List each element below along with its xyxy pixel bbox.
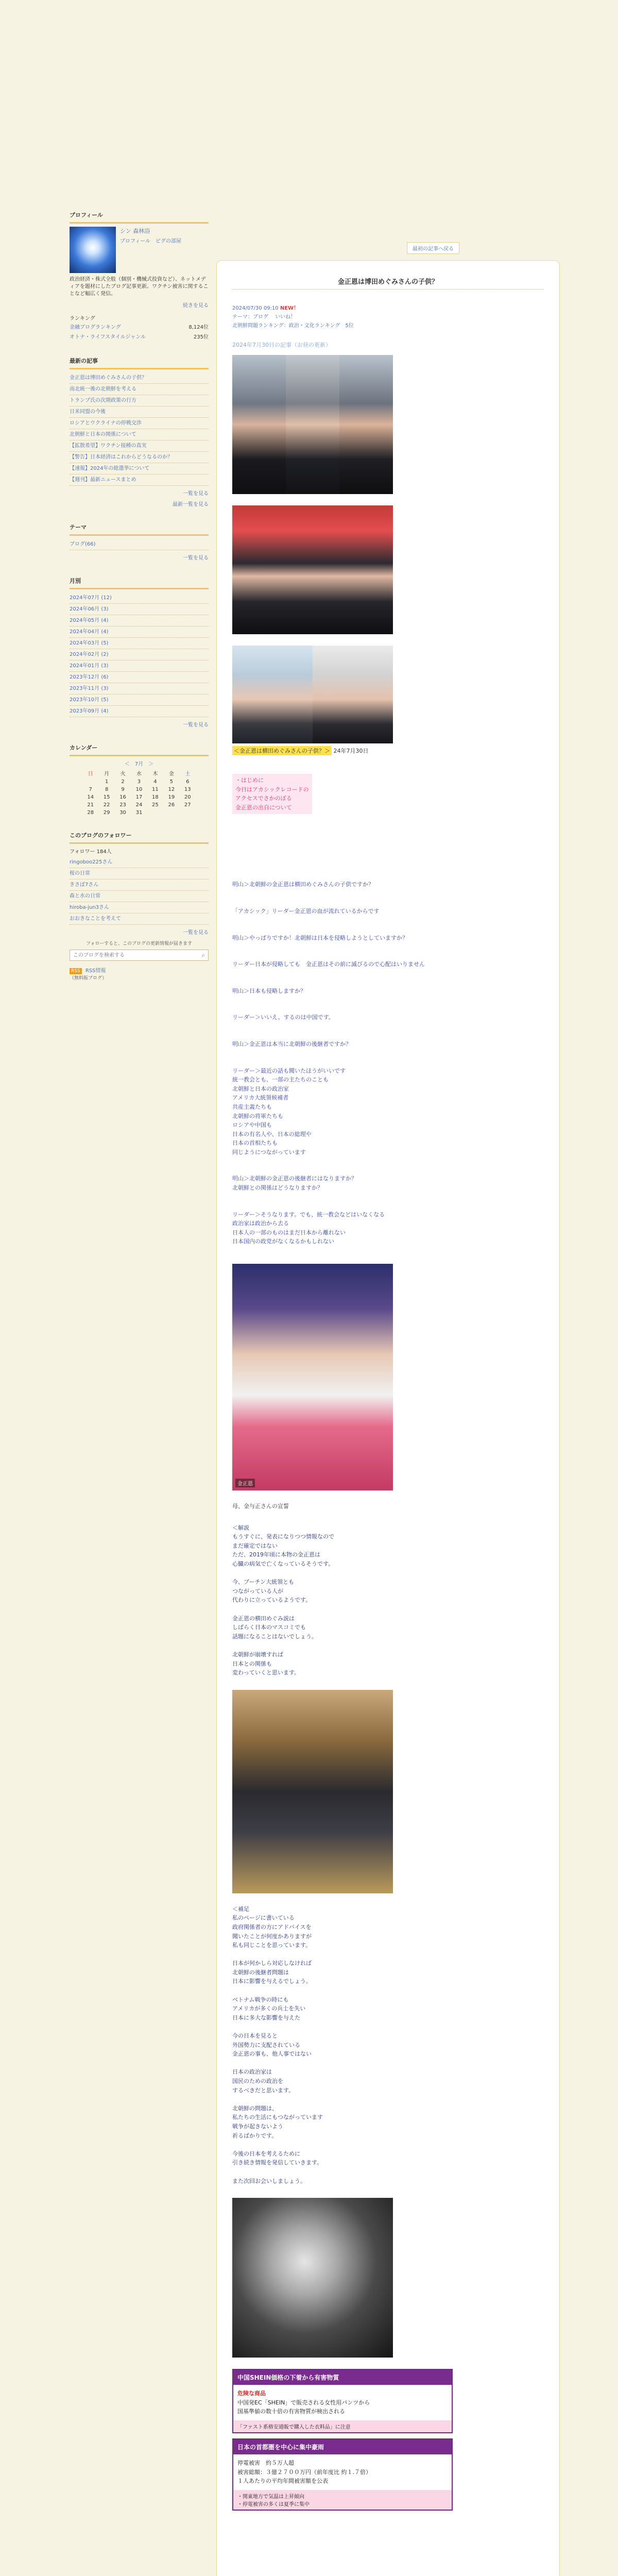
archive-link[interactable]: 2024年05月 (4) [70, 615, 209, 626]
main-post [216, 260, 560, 2576]
first-post-link[interactable]: 最初の記事へ戻る [407, 242, 459, 254]
dialogue-line: 明山＞やっぱりですか！北朝鮮は日本を侵略しようとしていますか？ [232, 934, 408, 941]
news-image-2-text: 停電被害 約５万人超 被害総額：３億２７００万円（前年度比 約１.７倍） １人あたりの平均年間被害額を公表 [237, 2459, 371, 2485]
theme-box [70, 521, 209, 561]
recent-post-link[interactable]: 【速報】2024年の総選挙について [70, 463, 209, 474]
theme-title: テーマ [70, 521, 209, 536]
calendar-day[interactable]: 11 [152, 787, 159, 792]
news-image-2[interactable] [232, 2438, 453, 2511]
follower-link[interactable]: きさぼ7さん [70, 879, 209, 891]
recent-post-link[interactable]: 【警告】日本経済はこれからどうなるのか？ [70, 452, 209, 463]
calendar-day[interactable]: 1 [105, 779, 109, 785]
caption-label: ＜金正恩は横田めぐみさんの子供？＞ [232, 746, 332, 755]
profile-name[interactable]: シン 森林浴 [120, 228, 150, 234]
theme-link[interactable]: ブログ(66) [70, 539, 209, 550]
recent-more-link-2[interactable]: 最新一覧を見る [173, 502, 209, 507]
intro-box [232, 774, 312, 814]
profile-title: プロフィール [70, 209, 209, 224]
intro-text: ・はじめに 今日はアカシックレコードの アクセスでさかのぼる 金正恩の出自について [235, 777, 309, 811]
follower-link[interactable]: おおきなことを考えて [70, 913, 209, 925]
archive-link[interactable]: 2024年02月 (2) [70, 649, 209, 660]
profile-bio-more[interactable]: 続きを見る [183, 303, 209, 309]
archive-box [70, 574, 209, 728]
ranking-label[interactable]: オトナ・ライフスタイルジャンル [70, 334, 146, 340]
ranking-row[interactable] [70, 321, 209, 331]
dialogue-line: 明山＞金正恩は本当に北朝鮮の後継者ですか？ [232, 1040, 351, 1047]
ranking-value: 235位 [193, 334, 209, 340]
archive-link[interactable]: 2023年09月 (4) [70, 706, 209, 717]
calendar-day[interactable]: 17 [135, 794, 143, 800]
calendar-title: カレンダー [70, 741, 209, 756]
blog-search [70, 950, 209, 961]
dialogue-line: リーダー＞そうなります。でも、統一教会などはいなくなる 政治家は政治から去る 日本人の一部のものはまだ日本から離れない 日本国内の政党がなくなるかもしれない [232, 1211, 385, 1245]
post-title[interactable]: 金正恩は博田めぐみさんの子供？ [232, 273, 544, 290]
followers-title: このブログのフォロワー [70, 829, 209, 844]
calendar-day[interactable]: 28 [87, 810, 94, 816]
dialogue-line: リーダー＞いいえ。するのは中国です。 [232, 1014, 334, 1021]
calendar-day[interactable]: 16 [119, 794, 126, 800]
dialogue-line: リーダー日本が侵略しても 金正恩はその前に滅びるので心配はいりません [232, 961, 425, 968]
calendar-box [70, 741, 209, 816]
calendar-day[interactable]: 14 [87, 794, 94, 800]
section-supplement: ＜補足 私のページに書いている 政府関係者の方にアドバイスを 聞いたことが何度かありますが 私も同じことを思っています。 日本が何かしら対応しなければ 北朝鮮の後継者問題は 日本に影響を与えるでしょう。 ベトナム戦争の時にも アメリカが多くの兵士を失い 日本に多大な影響を与えた 今の日本を見ると 外国勢力に支配されている 金正恩の事も、他人事ではない 日本の政治家は 国民のための政治を するべきだと思います。 北朝鮮の問題は、 私たちの生活にもつながっています 戦争が起きないよう 祈るばかりです。 今後の日本を考えるために 引き続き情報を発信していきます。 また次回お会いしましょう。 [232, 1905, 323, 2184]
archive-link[interactable]: 2023年12月 (6) [70, 672, 209, 683]
calendar-day[interactable]: 25 [152, 802, 159, 808]
calendar-day[interactable]: 8 [105, 787, 109, 792]
avatar[interactable] [70, 227, 116, 273]
recent-post-link[interactable]: 【拡散希望】ワクチン接種の真実 [70, 440, 209, 452]
calendar-day[interactable]: 2 [121, 779, 125, 785]
photo-two-girls [232, 646, 393, 743]
calendar-day[interactable]: 24 [135, 802, 143, 808]
calendar-month-nav[interactable]: ＜ 7月 ＞ [124, 761, 154, 767]
calendar-day[interactable]: 19 [168, 794, 175, 800]
follower-link[interactable]: 森と水の日常 [70, 891, 209, 902]
calendar-day[interactable]: 21 [87, 802, 94, 808]
calendar-weekday: 水 [136, 771, 142, 777]
recent-post-link[interactable]: 日米同盟の今後 [70, 406, 209, 418]
news-image-1[interactable] [232, 2369, 453, 2433]
recent-post-link[interactable]: 金正恩は博田めぐみさんの子供？ [70, 372, 209, 384]
photo-tag: 金正恩 [235, 1479, 255, 1487]
post-meta [232, 304, 544, 330]
dialogue-line: 明山＞北朝鮮の金正恩の後継者にはなりますか？ 北朝鮮との関係はどうなりますか？ [232, 1175, 357, 1192]
followers-count: フォロワー 184人 [70, 849, 112, 855]
calendar-day[interactable]: 7 [89, 787, 92, 792]
calendar-day[interactable]: 26 [168, 802, 175, 808]
calendar-day[interactable]: 31 [135, 810, 143, 816]
ranking-row[interactable] [70, 331, 209, 341]
news-image-1-badge: 危険な商品 [237, 2390, 266, 2397]
profile-bio: 政治経済・株式全般（個別・機械式投資など）、ネットメディアを題材にしたブログ記事更新。ワクチン被害に関することなど幅広く発信。 [70, 277, 209, 297]
calendar-day[interactable]: 13 [184, 787, 191, 792]
news-image-2-head: 日本の首都圏を中心に集中豪雨 [233, 2439, 452, 2454]
archive-link[interactable]: 2024年03月 (5) [70, 638, 209, 649]
archive-link[interactable]: 2024年07月 (12) [70, 592, 209, 604]
like-button[interactable]: いいね！ [275, 314, 296, 320]
calendar-day [147, 810, 163, 816]
calendar-day[interactable]: 27 [184, 802, 191, 808]
archive-title: 月別 [70, 574, 209, 589]
recent-post-link[interactable]: 【週刊】最新ニュースまとめ [70, 474, 209, 486]
archive-link[interactable]: 2024年06月 (3) [70, 604, 209, 615]
calendar-day[interactable]: 23 [119, 802, 126, 808]
calendar-weekday: 金 [168, 771, 174, 777]
news-image-1-text: 中国発EC「SHEIN」で販売される女性用パンツから 国基準値の数十倍の有害物質が検出される [237, 2399, 370, 2415]
calendar-day[interactable]: 10 [135, 787, 143, 792]
dialogue-line: リーダー＞最近の話も聞いたほうがいいです 統一教会とも、一部の主たちのことも 北朝鮮と日本の政治家 アメリカ大統領候補者 共産主義たちも 北朝鮮の将軍たちも ロシアや中国も 日本の有名人や、日本の総理や 日本の首相たちも 同じようにつながっています [232, 1067, 346, 1156]
photo-parade-stand [232, 1690, 393, 1893]
calendar-day[interactable]: 3 [137, 779, 141, 785]
dialogue-line: 明山＞日本も侵略しますか？ [232, 987, 306, 994]
news-image-2-strip: ・関東地方で気温は上昇傾向 ・停電被害の多くは夏季に集中 [233, 2490, 452, 2510]
calendar-weekday: 日 [88, 771, 93, 777]
calendar-weekday: 月 [104, 771, 110, 777]
calendar-day [82, 779, 98, 785]
profile-links[interactable]: プロフィール ピグの部屋 [120, 239, 181, 244]
ranking-label[interactable]: 金融ブログランキング [70, 325, 121, 330]
calendar-day[interactable]: 29 [103, 810, 110, 816]
caption-date: 24年7月30日 [333, 748, 369, 754]
calendar-day[interactable]: 30 [119, 810, 126, 816]
rss-sub: （無料版ブログ） [70, 976, 107, 981]
search-icon[interactable]: ⌕ [201, 952, 205, 959]
ranking-title: ランキング [70, 316, 95, 321]
rss-icon: RSS [70, 968, 82, 974]
calendar-day[interactable]: 5 [169, 779, 174, 785]
blog-search-input[interactable] [70, 950, 195, 960]
photo-girl-pink-uniform [232, 1264, 393, 1490]
followers-more-link[interactable]: 一覧を見る [183, 930, 209, 936]
archive-link[interactable]: 2024年04月 (4) [70, 626, 209, 638]
news-image-1-strip: 「ファスト系格安通販で購入した衣料品」に注意 [233, 2420, 452, 2432]
section-explanation: ＜解説 もうすぐに、発表になりつつ情報なので まだ確定ではない ただ、2019年頃に本物の金正恩は 心臓の病気で亡くなっているそうです。 今、ブーチン大統領とも つながっている人が 代わりに立っているようです。 金正恩の横田めぐみ説は しばらく日本のマスコミでも 話題になることはないでしょう。 北朝鮮が崩壊すれば 日本との関係も 変わっていくと思います。 [232, 1524, 334, 1676]
archive-link[interactable]: 2023年11月 (3) [70, 683, 209, 694]
profile-box [70, 209, 209, 341]
calendar-day[interactable]: 20 [184, 794, 191, 800]
sidebar [70, 209, 209, 994]
follower-link[interactable]: ringoboo225さん [70, 857, 209, 868]
follower-link[interactable]: 桜の日常 [70, 868, 209, 879]
recent-posts-box [70, 354, 209, 507]
ranking-value: 8,124位 [188, 325, 209, 330]
rss-link[interactable] [70, 966, 209, 981]
calendar-day[interactable]: 6 [186, 779, 190, 785]
dialogue-line: 「アカシック」リーダー金正恩の血が流れているからです [232, 907, 380, 914]
calendar-weekday: 土 [185, 771, 191, 777]
calendar-day[interactable]: 22 [103, 802, 110, 808]
followers-note: フォローすると、このブログの更新情報が届きます [85, 941, 193, 946]
photo-three-portraits [232, 355, 393, 494]
ranking-link[interactable]: 北朝鮮問題ランキング：政治・文化ランキング 5位 [232, 323, 354, 329]
conversation [232, 880, 544, 1246]
post-date: 2024/07/30 09:10 [232, 306, 279, 311]
calendar-day [163, 810, 179, 816]
calendar [82, 759, 196, 816]
calendar-weekday: 木 [152, 771, 158, 777]
photo-couple-seated [232, 505, 393, 634]
calendar-day[interactable]: 9 [121, 787, 125, 792]
post-theme[interactable]: テーマ：ブログ [232, 314, 268, 320]
recent-posts-title: 最新の記事 [70, 354, 209, 369]
recent-post-link[interactable]: 北朝鮮と日本の関係について [70, 429, 209, 440]
calendar-weekday: 火 [120, 771, 126, 777]
calendar-day[interactable]: 4 [153, 779, 157, 785]
rss-label[interactable]: RSS情報 [85, 968, 106, 974]
news-image-1-head: 中国SHEIN価格の下着から有害物質 [233, 2370, 452, 2385]
follower-link[interactable]: hiroba-jun3さん [70, 902, 209, 913]
new-badge: NEW！ [280, 306, 299, 311]
calendar-grid [82, 769, 196, 816]
calendar-day[interactable]: 15 [103, 794, 110, 800]
calendar-day[interactable]: 18 [152, 794, 159, 800]
recent-post-link[interactable]: トランプ氏の次期政策の行方 [70, 395, 209, 406]
dialogue-line: 明山＞北朝鮮の金正恩は横田めぐみさんの子供ですか？ [232, 881, 374, 888]
followers-box [70, 829, 209, 981]
calendar-day [180, 810, 196, 816]
post-subtitle: 2024年7月30日の記事（お昼の更新） [232, 342, 331, 348]
theme-more-link[interactable]: 一覧を見る [183, 555, 209, 561]
recent-post-link[interactable]: ロシアとウクライナの停戦交渉 [70, 418, 209, 429]
recent-post-link[interactable]: 南北統一後の北朝鮮を考える [70, 384, 209, 395]
photo-general-bw [232, 2198, 393, 2358]
recent-more-link[interactable]: 一覧を見る [183, 491, 209, 497]
photo-caption-2: 母、金与正さんの宣誓 [232, 1503, 289, 1510]
archive-link[interactable]: 2024年01月 (3) [70, 660, 209, 672]
archive-link[interactable]: 2023年10月 (5) [70, 694, 209, 706]
calendar-day[interactable]: 12 [168, 787, 175, 792]
archive-more-link[interactable]: 一覧を見る [183, 722, 209, 728]
